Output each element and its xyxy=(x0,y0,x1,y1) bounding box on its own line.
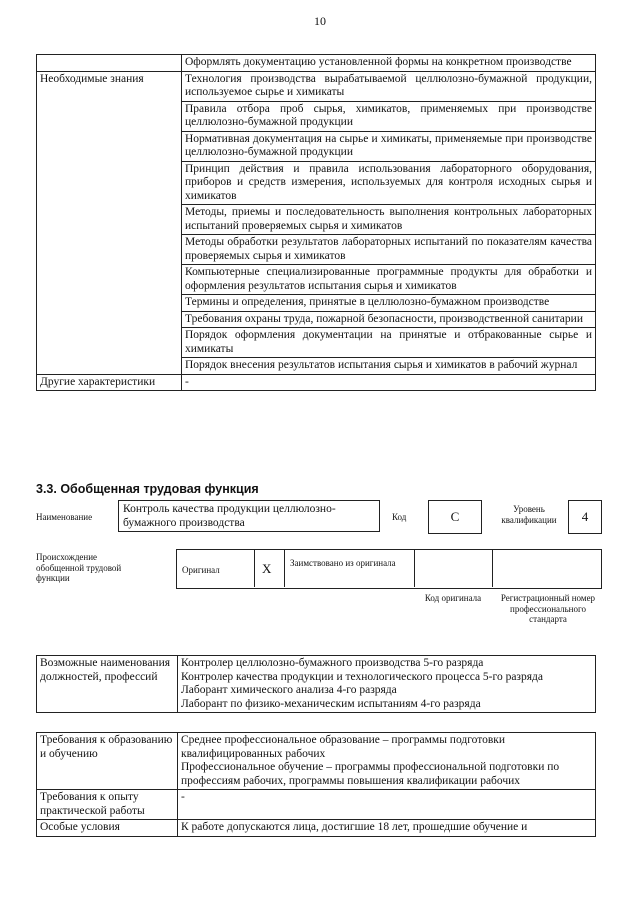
table-row: Оформлять документацию установленной формы на конкретном производстве xyxy=(182,55,596,72)
knowledge-item: Технология производства вырабатываемой целлюлозно-бумажной продукции, используемое сырье и химикаты xyxy=(182,71,596,101)
knowledge-item: Компьютерные специализированные программные продукты для обработки и оформления результатов испытания сырья и химикатов xyxy=(182,265,596,295)
knowledge-item: Методы обработки результатов лабораторных испытаний по показателям качества проверяемых сырья и химикатов xyxy=(182,235,596,265)
original-label: Оригинал xyxy=(182,565,220,575)
knowledge-table xyxy=(36,54,596,391)
knowledge-label: Необходимые знания xyxy=(37,71,182,374)
knowledge-item: Нормативная документация на сырье и химикаты, применяемые при производстве целлюлозно-бумажной продукции xyxy=(182,131,596,161)
list-item: Лаборант химического анализа 4-го разряда xyxy=(181,684,397,696)
list-item: Контролер целлюлозно-бумажного производства 5-го разряда xyxy=(181,657,484,669)
reg-number-label: Регистрационный номер профессионального стандарта xyxy=(500,593,596,624)
list-item: Лаборант по физико-механическим испытаниям 4-го разряда xyxy=(181,697,481,710)
knowledge-item: Методы, приемы и последовательность выполнения контрольных лабораторных испытаний проверяемых сырья и химикатов xyxy=(182,205,596,235)
job-titles-table xyxy=(36,655,596,713)
list-item: Профессиональное обучение – программы профессиональной подготовки по профессиям рабочих, программы повышения квалификации рабочих xyxy=(181,761,560,787)
other-characteristics-value: - xyxy=(182,374,596,391)
knowledge-item: Принцип действия и правила использования лабораторного оборудования, приборов и средств измерения, используемых для контроля исходных сырья и химикатов xyxy=(182,161,596,205)
page-number: 10 xyxy=(314,14,326,28)
original-mark: X xyxy=(262,561,272,576)
list-item: Среднее профессиональное образование – программы подготовки квалифицированных рабочих xyxy=(181,734,506,760)
code-original-label: Код оригинала xyxy=(424,593,482,603)
name-label: Наименование xyxy=(36,512,93,522)
divider xyxy=(414,549,415,587)
education-list xyxy=(178,733,596,790)
divider xyxy=(254,549,255,587)
knowledge-item: Порядок внесения результатов испытания сырья и химикатов в рабочий журнал xyxy=(182,358,596,375)
job-titles-label: Возможные наименования должностей, профессий xyxy=(37,656,178,713)
job-titles-list xyxy=(178,656,596,713)
knowledge-item: Правила отбора проб сырья, химикатов, применяемых при производстве целлюлозно-бумажной продукции xyxy=(182,101,596,131)
list-item: Контролер качества продукции и технологического процесса 5-го разряда xyxy=(181,670,543,683)
experience-value: - xyxy=(178,790,596,820)
divider xyxy=(492,549,493,587)
empty-label-cell xyxy=(37,55,182,72)
other-characteristics-label: Другие характеристики xyxy=(37,374,182,391)
level-value: 4 xyxy=(568,500,602,534)
section-title: 3.3. Обобщенная трудовая функция xyxy=(36,482,259,496)
origin-box xyxy=(176,549,602,589)
knowledge-item: Порядок оформления документации на принятые и отбракованные сырье и химикаты xyxy=(182,328,596,358)
divider xyxy=(284,549,285,587)
code-value: C xyxy=(428,500,482,534)
name-value: Контроль качества продукции целлюлозно-бумажного производства xyxy=(118,500,380,532)
requirements-table xyxy=(36,732,596,837)
education-label: Требования к образованию и обучению xyxy=(37,733,178,790)
code-label: Код xyxy=(392,512,407,522)
knowledge-item: Требования охраны труда, пожарной безопасности, производственной санитарии xyxy=(182,311,596,328)
level-label: Уровень квалификации xyxy=(501,504,557,525)
origin-label: Происхождение обобщенной трудовой функции xyxy=(36,552,122,583)
knowledge-item: Термины и определения, принятые в целлюлозно-бумажном производстве xyxy=(182,295,596,312)
experience-label: Требования к опыту практической работы xyxy=(37,790,178,820)
borrowed-label: Заимствовано из оригинала xyxy=(290,558,396,568)
conditions-label: Особые условия xyxy=(37,820,178,837)
conditions-value: К работе допускаются лица, достигшие 18 лет, прошедшие обучение и xyxy=(178,820,596,837)
